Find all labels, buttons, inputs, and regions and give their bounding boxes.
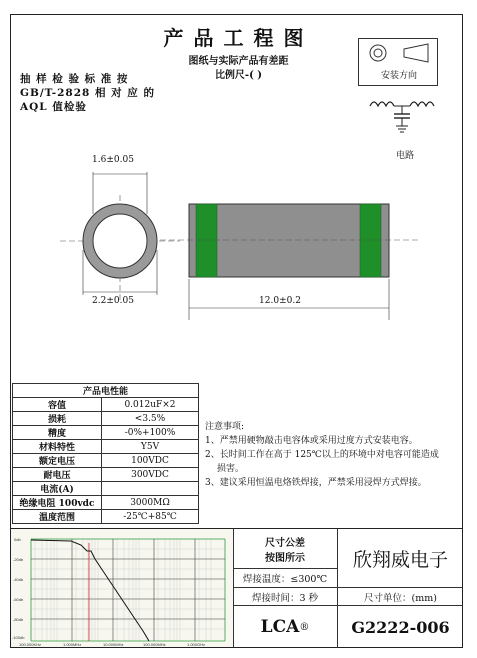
table-row (13, 398, 199, 412)
notes-section (205, 420, 445, 490)
property-key: 耐电压 (13, 468, 102, 482)
property-key: 温度范围 (13, 510, 102, 524)
graph-x-tick: 1.000MHz (63, 642, 82, 647)
property-value: -25℃+85℃ (102, 510, 199, 524)
table-heading: 产品电性能 (13, 384, 199, 398)
property-key: 额定电压 (13, 454, 102, 468)
graph-y-tick: -80db (13, 617, 24, 622)
table-row (13, 496, 199, 510)
part-number-cell: G2222-006 (337, 605, 463, 648)
install-direction-icon (362, 40, 436, 68)
graph-y-tick: -60db (13, 597, 24, 602)
brand-name: LCA (260, 617, 300, 637)
table-header-row (13, 384, 199, 398)
property-key: 容值 (13, 398, 102, 412)
graph-y-tick: 0db (14, 537, 21, 542)
sampling-note-line: GB/T-2828 相 对 应 的 (20, 87, 155, 99)
length-dimension: 12.0±0.2 (259, 296, 301, 306)
drawing-title: 产品工程图 (163, 26, 314, 50)
property-key: 精度 (13, 426, 102, 440)
circuit-label: 电路 (395, 151, 414, 161)
notes-item: 3、建议采用恒温电烙铁焊接，严禁采用浸焊方式焊接。 (205, 478, 427, 488)
unit-cell: 尺寸单位：(mm) (337, 587, 463, 606)
property-value: 3000MΩ (102, 496, 199, 510)
table-row (13, 454, 199, 468)
property-value (102, 482, 199, 496)
table-row (13, 440, 199, 454)
circuit-symbol-icon (368, 92, 436, 146)
graph-x-tick: 1.000GHz (187, 642, 206, 647)
graph-y-tick: -40db (13, 577, 24, 582)
scale-note: 比例尺-( ) (214, 70, 263, 81)
property-key: 损耗 (13, 412, 102, 426)
property-key: 绝缘电阻 100vdc (13, 496, 102, 510)
tolerance-line: 尺寸公差 (265, 537, 305, 549)
solder-temp-cell: 焊接温度：≤300℃ (233, 568, 338, 588)
drawing-note: 图纸与实际产品有差距 (188, 56, 289, 67)
graph-x-tick: 10.000MHz (103, 642, 124, 647)
graph-y-tick: -100db (12, 635, 25, 640)
sampling-note-line: AQL 值检验 (20, 101, 87, 113)
install-direction-label: 安装方向 (380, 71, 417, 81)
impedance-graph-panel (11, 529, 234, 647)
notes-heading: 注意事项: (205, 422, 245, 432)
table-row (13, 426, 199, 440)
table-row (13, 482, 199, 496)
graph-x-tick: 100.000KHz (19, 642, 42, 647)
property-value: 100VDC (102, 454, 199, 468)
tolerance-line: 按图所示 (265, 552, 305, 564)
property-key: 电流(A) (13, 482, 102, 496)
outer-diameter-dimension: 2.2±0.05 (92, 296, 134, 306)
graph-x-tick: 100.000MHz (143, 642, 166, 647)
registered-mark: ® (299, 621, 310, 633)
notes-item: 1、严禁用硬物敲击电容体或采用过度方式安装电容。 (205, 436, 418, 446)
sampling-note (20, 72, 155, 114)
tolerance-cell (233, 529, 338, 569)
electrical-properties-table (12, 383, 199, 524)
notes-item: 2、长时间工作在高于 125℃以上的环境中对电容可能造成损害。 (205, 450, 439, 474)
table-row (13, 468, 199, 482)
property-value: <3.5% (102, 412, 199, 426)
property-key: 材料特性 (13, 440, 102, 454)
solder-time-cell: 焊接时间：3 秒 (233, 587, 338, 606)
graph-y-tick: -20db (13, 557, 24, 562)
impedance-graph (11, 529, 233, 647)
property-value: 300VDC (102, 468, 199, 482)
table-row (13, 510, 199, 524)
property-value: 0.012uF×2 (102, 398, 199, 412)
company-cell: 欣翔威电子 (337, 529, 463, 588)
sampling-note-line: 抽 样 检 验 标 准 按 (20, 73, 129, 85)
property-value: -0%+100% (102, 426, 199, 440)
brand-cell (233, 605, 338, 648)
table-row (13, 412, 199, 426)
inner-diameter-dimension: 1.6±0.05 (92, 155, 134, 165)
property-value: Y5V (102, 440, 199, 454)
